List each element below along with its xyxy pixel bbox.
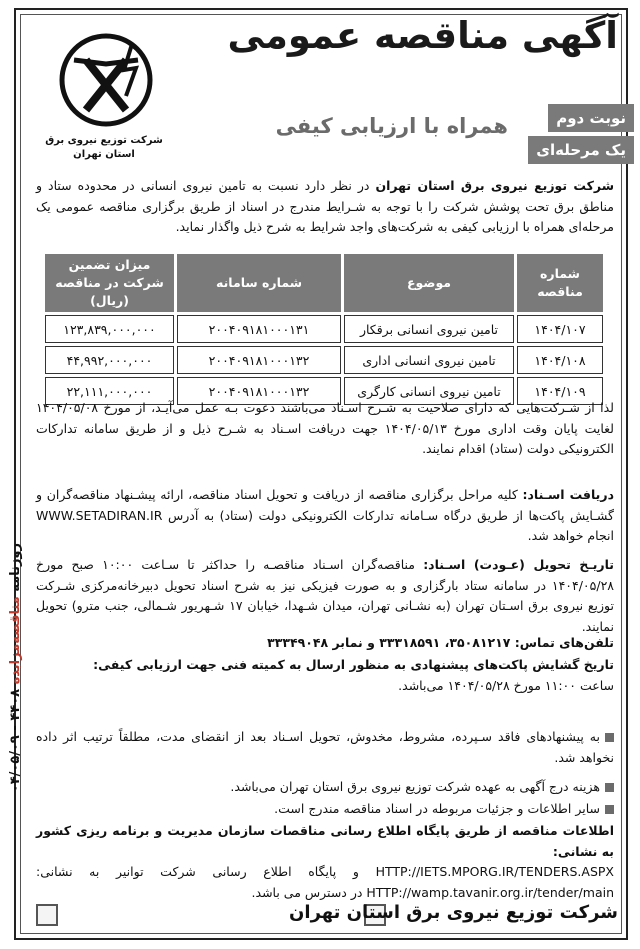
header-tender-no: شماره مناقصه (517, 254, 603, 312)
receive-paragraph: دریافت اسـناد: کلیه مراحل برگزاری مناقصه از دریافت و تحویل اسناد مناقصه، ارائه پیشـنهاد مناقصه‌گران و گشـایش پاکت‌ها از طریق درگاه سـامانه تدارکات الکترونیکی دولت (ستاد) به آدرس WWW.SETADIRAN.IR انجام خواهد شد. (36, 487, 614, 543)
opening-title: تاریخ گشایش پاکت‌های پیشنهادی به منظور ارسال به کمیته فنی جهت ارزیابی کیفی: (93, 657, 614, 672)
iets-link[interactable]: HTTP://IETS.MPORG.IR/TENDERS.ASPX (375, 864, 614, 879)
header-subject: موضوع (344, 254, 514, 312)
tenders-table (42, 251, 606, 408)
company-logo-icon (56, 30, 156, 130)
table-header-row (45, 254, 603, 312)
receive-label: دریافت اسـناد: (522, 487, 614, 502)
cell-guarantee: ۱۲۳,۸۳۹,۰۰۰,۰۰۰ (45, 315, 174, 343)
newspaper-label: روزنامه مناقصه‌مزایده ۴۴۰۸ - ۰۴/۰۵/۰۹ (8, 543, 23, 793)
notice-title: آگهی مناقصه عمومی (227, 14, 618, 57)
setad-link[interactable]: WWW.SETADIRAN.IR (36, 507, 163, 523)
round-badge: نوبت دوم (548, 104, 634, 132)
opening-text: ساعت ۱۱:۰۰ مورخ ۱۴۰۴/۰۵/۲۸ می‌باشد. (398, 678, 614, 693)
stage-badge: یک مرحله‌ای (528, 136, 634, 164)
list-item: هزینه درج آگهی به عهده شرکت توزیع نیروی برق استان تهران می‌باشد. (36, 777, 614, 798)
footer-company: شرکت توزیع نیروی برق استان تهران (289, 902, 618, 923)
header-guarantee: میزان تضمین شرکت در مناقصه (ریال) (45, 254, 174, 312)
delivery-paragraph: تاریـخ تحویل (عـودت) اسـناد: مناقصه‌گران اسـناد مناقصـه را حداکثر تا سـاعت ۱۰:۰۰ صبح مورخ ۱۴۰۴/۰۵/۲۸ در سامانه ستاد بارگزاری و به صورت فیزیکی نیز به شرح اسناد تحویل دبیرخانه‌مرکزی شـرکت توزیع نیروی برق اسـتان تهران (به نشـانی تهران، میدان شـهدا، خیابان ۱۷ شـهریور شـمالی، جنب مترو) تحویل نمایند. (36, 557, 614, 634)
square-bullet-icon (605, 805, 614, 814)
issue-info: ۴۴۰۸ - ۰۴/۰۵/۰۹ (8, 688, 23, 793)
list-item: سایر اطلاعات و جزئیات مربوطه در اسناد مناقصه مندرج است. (36, 799, 614, 820)
company-logo-caption: شرکت توزیع نیروی برق استان تهران (45, 135, 163, 160)
cell-subject: تامین نیروی انسانی اداری (344, 346, 514, 374)
cell-guarantee: ۲۲,۱۱۱,۰۰۰,۰۰۰ (45, 377, 174, 405)
cell-subject: تامین نیروی انسانی برقکار (344, 315, 514, 343)
intro-text: در نظر دارد نسبت به تامین نیروی انسانی در محدوده ستاد و مناطق برق تحت پوشش شرکت را با توجه به شـرایط مندرج در اسناد از طریق برگزاری مناقصه عمومی یک مرحله‌ای همراه با ارزیابی کیفی به شرکت‌های واجد شرایط به شرح ذیل واگذار نماید. (36, 178, 614, 234)
contact-label: تلفن‌های تماس: (514, 635, 614, 650)
tavanir-link[interactable]: HTTP://wamp.tavanir.org.ir/tender/main (366, 884, 614, 900)
header-system-no: شماره سامانه (177, 254, 341, 312)
cell-subject: تامین نیروی انسانی کارگری (344, 377, 514, 405)
invite-paragraph: لذا از شـرکت‌هایی که دارای صلاحیت به شـرح اسـناد می‌باشند دعوت بـه عمل می‌آیـد، از مورخ ۱۴۰۴/۰۵/۰۸ لغایت پایان وقت اداری مورخ ۱۴۰۴/۰۵/۱۳ جهت دریافت اسـناد به شـرح ذیل و از طریق سامانه تدارکات الکترونیکی دولت (ستاد) اقدام نمایند. (36, 400, 614, 456)
square-bullet-icon (605, 733, 614, 742)
table-row (45, 315, 603, 343)
newspaper-name: مناقصه‌مزایده (8, 596, 23, 685)
cell-guarantee: ۴۴,۹۹۲,۰۰۰,۰۰۰ (45, 346, 174, 374)
info-paragraph: اطلاعات مناقصه از طریق پایگاه اطلاع رسانی مناقصات سازمان مدیریت و برنامه ریزی کشور به نشانی: HTTP://IETS.MPORG.IR/TENDERS.ASPX و پایگاه اطلاع رسانی شرکت توانیر به نشانی: HTTP://wamp.tavanir.org.ir/tender/main در دسترس می باشد. (36, 823, 614, 900)
table-row (45, 346, 603, 374)
contact-paragraph: تلفن‌های تماس: ۳۵۰۸۱۲۱۷، ۳۳۳۱۸۵۹۱ و نمابر ۳۳۳۴۹۰۴۸ (267, 635, 614, 650)
info-title: اطلاعات مناقصه از طریق پایگاه اطلاع رسانی مناقصات سازمان مدیریت و برنامه ریزی کشور به نشانی: (36, 823, 614, 859)
cell-system-no: ۲۰۰۴۰۹۱۸۱۰۰۰۱۳۲ (177, 377, 341, 405)
cell-tender-no: ۱۴۰۴/۱۰۹ (517, 377, 603, 405)
cell-system-no: ۲۰۰۴۰۹۱۸۱۰۰۰۱۳۱ (177, 315, 341, 343)
footer-box-left (36, 904, 58, 926)
newspaper-strip (0, 543, 26, 793)
delivery-label: تاریـخ تحویل (عـودت) اسـناد: (423, 557, 614, 572)
cell-tender-no: ۱۴۰۴/۱۰۸ (517, 346, 603, 374)
list-item: به پیشنهادهای فاقد سـپرده، مشروط، مخدوش، تحویل اسـناد بعد از انقضای مدت، مطلقاً ترتیب اثر داده نخواهد شد. (36, 729, 614, 765)
cell-system-no: ۲۰۰۴۰۹۱۸۱۰۰۰۱۳۲ (177, 346, 341, 374)
intro-company: شرکت توزیع نیروی برق استان تهران (375, 178, 615, 193)
cell-tender-no: ۱۴۰۴/۱۰۷ (517, 315, 603, 343)
notice-subtitle: همراه با ارزیابی کیفی (275, 114, 508, 138)
square-bullet-icon (605, 783, 614, 792)
intro-paragraph (36, 176, 614, 238)
